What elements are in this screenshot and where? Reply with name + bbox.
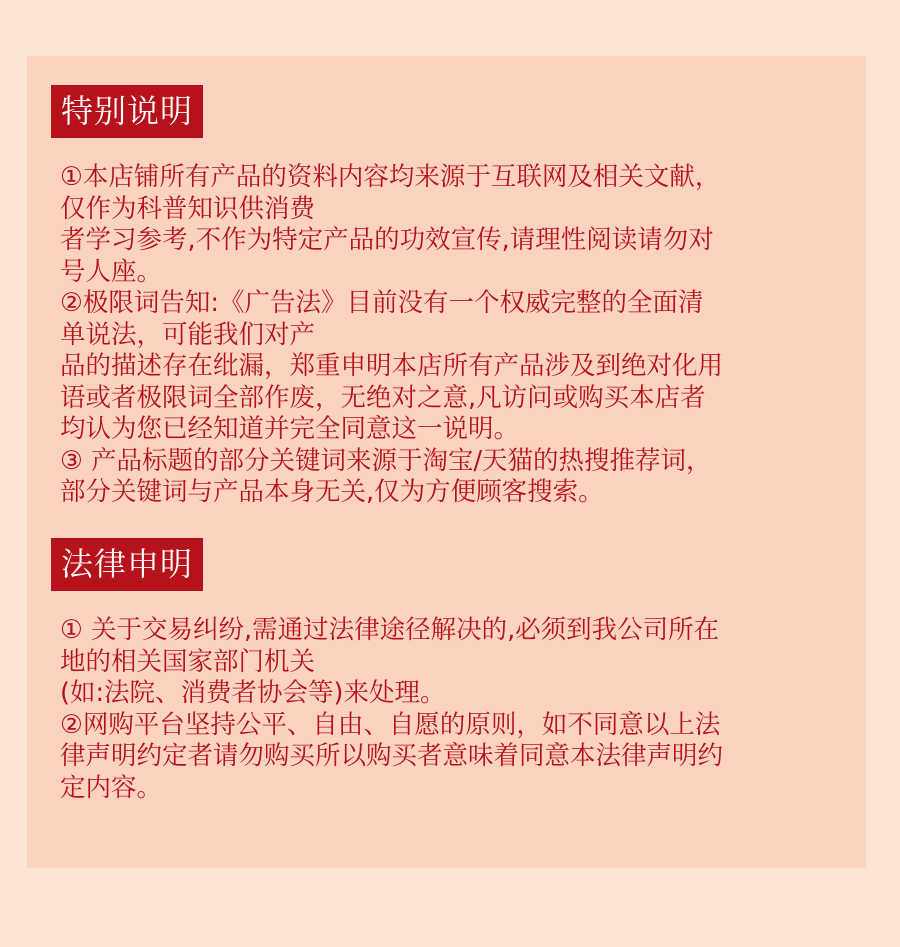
section-heading-special-notice: 特别说明: [51, 85, 203, 138]
text-line: 地的相关国家部门机关: [60, 646, 316, 677]
text-line: ③ 产品标题的部分关键词来源于淘宝/天猫的热搜推荐词，: [60, 445, 712, 476]
text-line: 仅作为科普知识供消费: [60, 193, 316, 224]
text-line: 者学习参考,不作为特定产品的功效宣传,请理性阅读请勿对: [60, 225, 714, 255]
text-line: (如:法院、消费者协会等)来处理。: [60, 678, 446, 708]
text-line: 部分关键词与产品本身无关,仅为方便顾客搜索。: [60, 477, 604, 507]
text-line: 律声明约定者请勿购买所以购买者意味着同意本法律声明约: [60, 741, 724, 771]
text-line: 号人座。: [60, 256, 163, 287]
special-notice-text: [60, 162, 850, 509]
section-heading-legal-statement: 法律申明: [51, 538, 203, 591]
text-line: ②网购平台坚持公平、自由、自愿的原则，如不同意以上法: [60, 709, 721, 740]
text-line: 均认为您已经知道并完全同意这一说明。: [60, 414, 520, 444]
text-line: 品的描述存在纰漏，郑重申明本店所有产品涉及到绝对化用: [60, 351, 724, 381]
text-line: 单说法，可能我们对产: [60, 319, 316, 350]
text-line: 定内容。: [60, 772, 163, 803]
text-line: 语或者极限词全部作废，无绝对之意,凡访问或购买本店者: [60, 382, 706, 413]
text-line: ①本店铺所有产品的资料内容均来源于互联网及相关文献，: [60, 162, 721, 192]
text-line: ②极限词告知:《广告法》目前没有一个权威完整的全面清: [60, 288, 704, 318]
text-line: ① 关于交易纠纷,需通过法律途径解决的,必须到我公司所在: [60, 615, 720, 645]
legal-statement-text: [60, 615, 850, 804]
